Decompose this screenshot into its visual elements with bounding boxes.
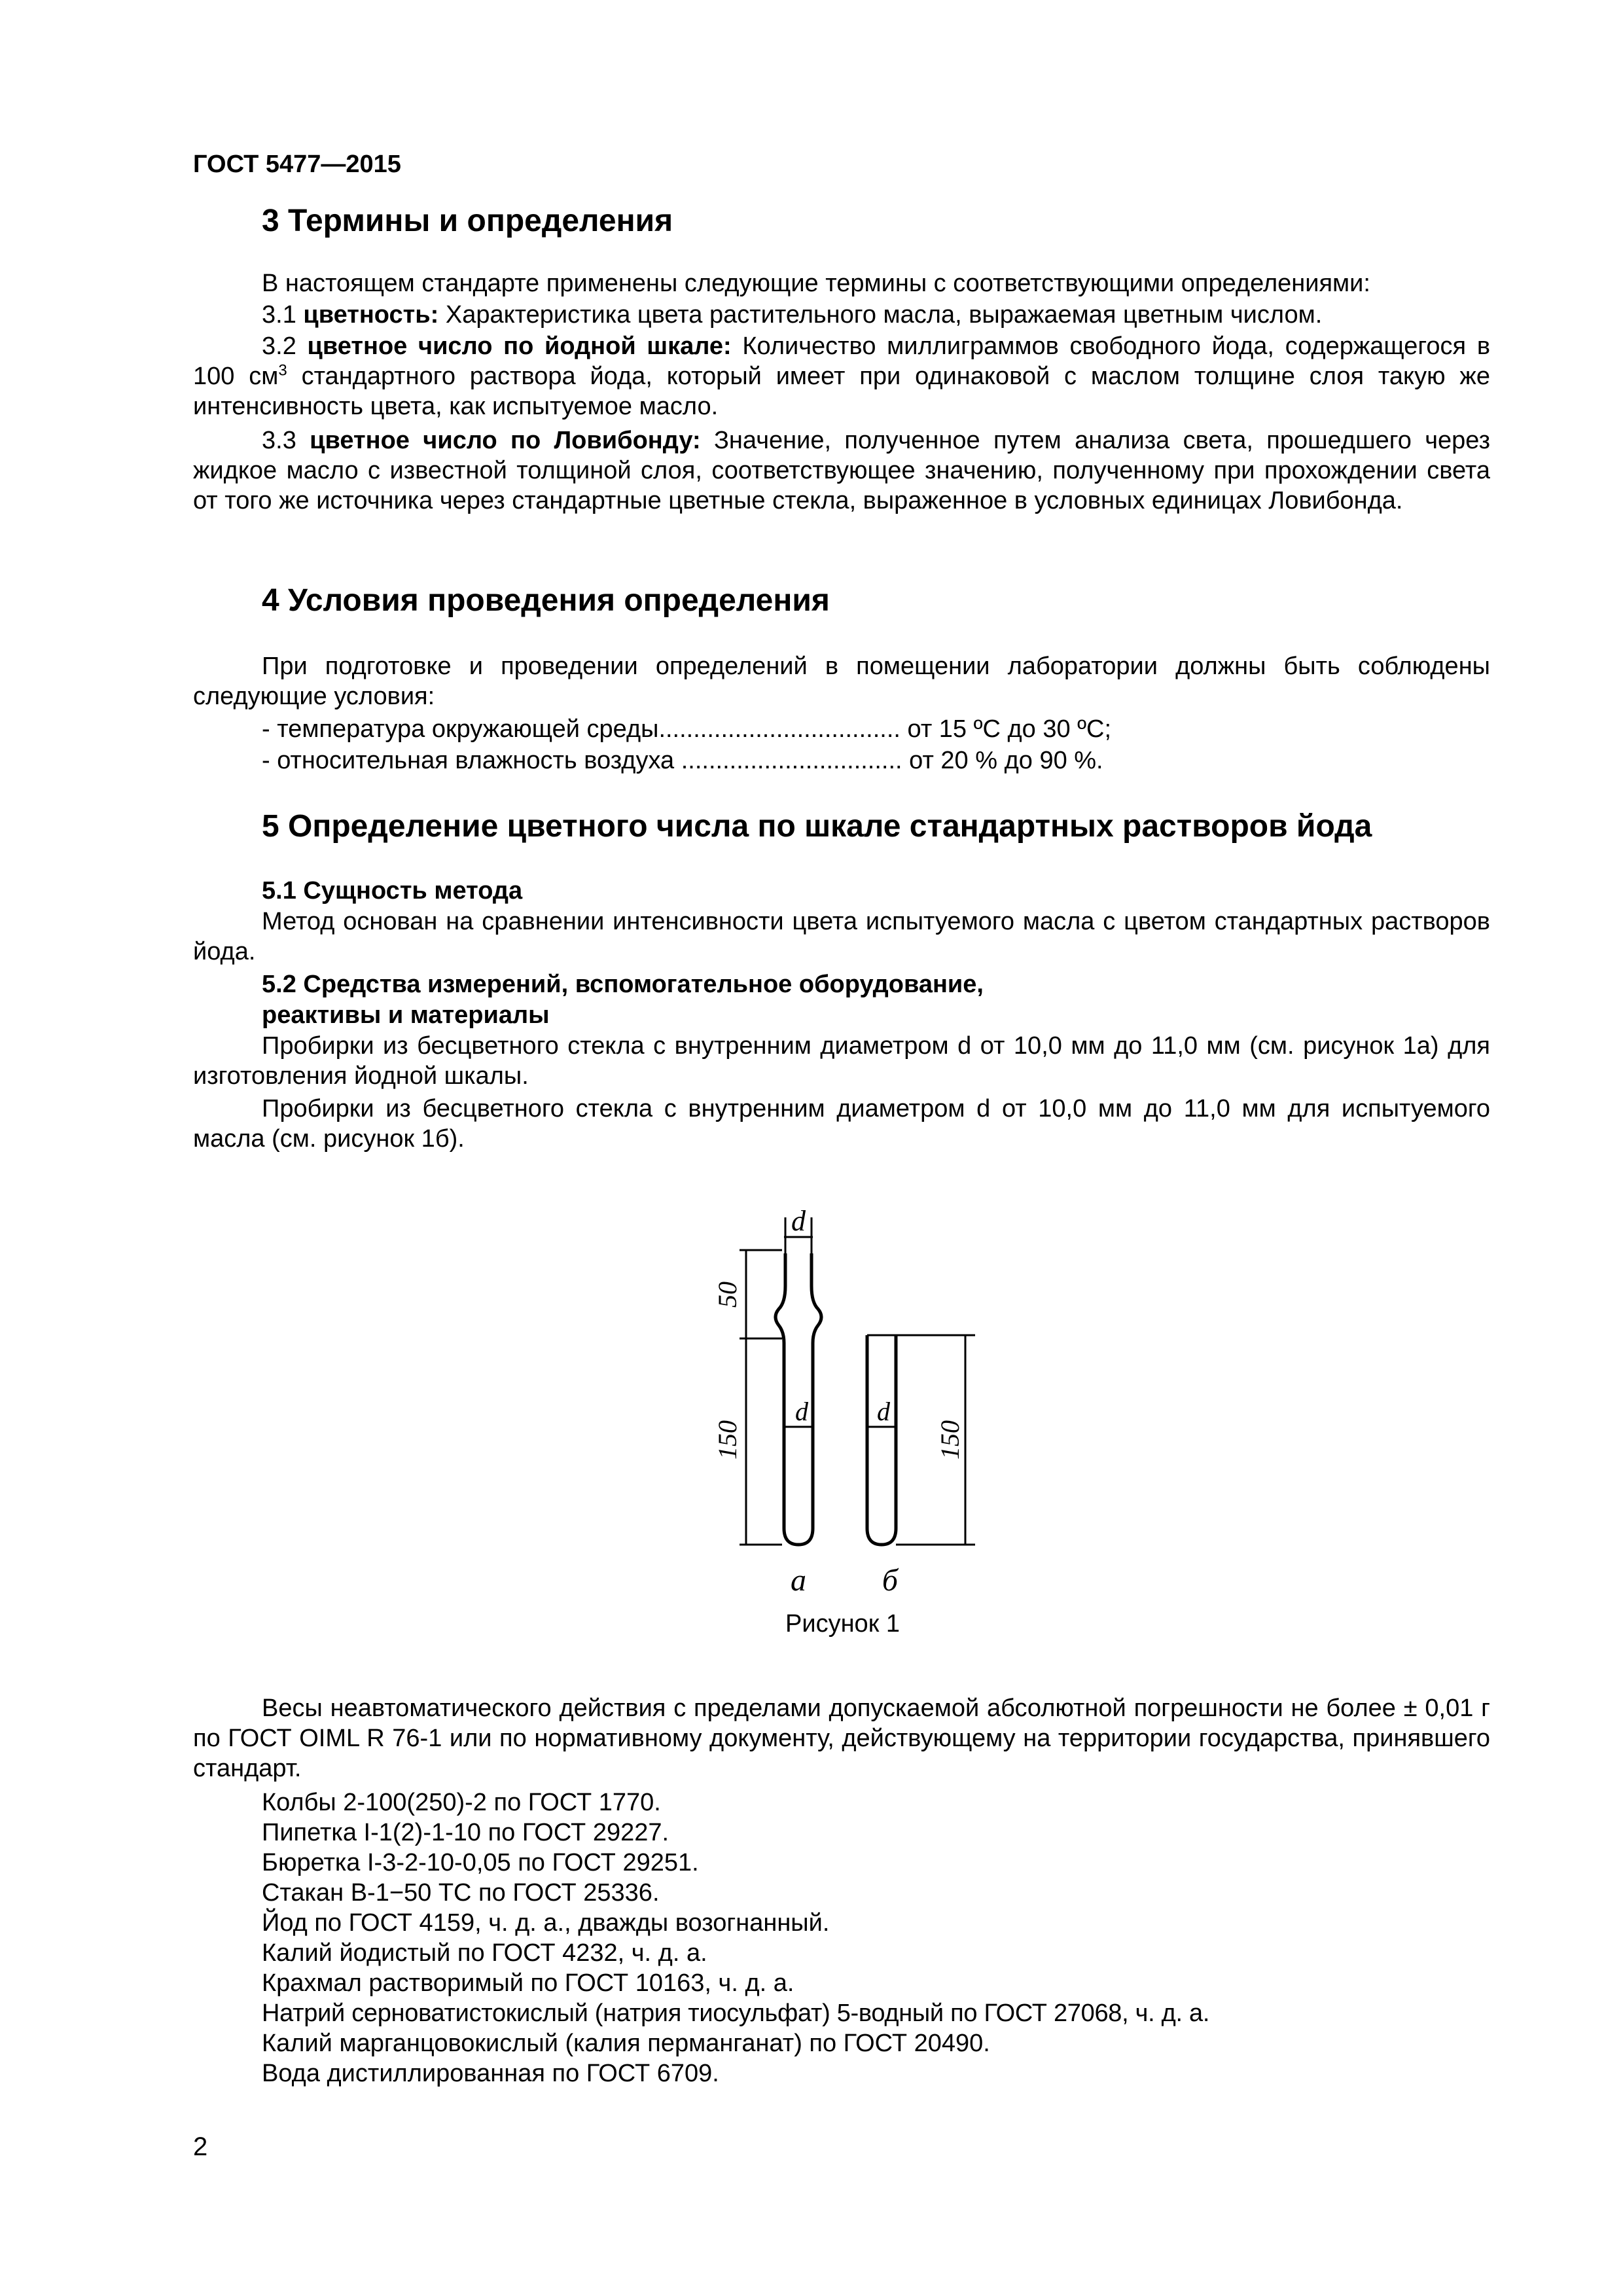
page-number: 2 <box>193 2132 208 2161</box>
section-4-intro: При подготовке и проведении определений в помещении лаборатории должны быть соблюдены следующие условия: <box>193 653 1490 710</box>
term-3-1: 3.1 цветность: Характеристика цвета растительного масла, выражаемая цветным числом. <box>262 301 1323 329</box>
list-item: Колбы 2-100(250)-2 по ГОСТ 1770. <box>262 1789 661 1816</box>
label-d-tube-b: d <box>877 1397 890 1426</box>
section-5-1-title: 5.1 Сущность метода <box>262 877 523 905</box>
section-5-1-text: Метод основан на сравнении интенсивности цвета испытуемого масла с цветом стандартных растворов йода. <box>193 908 1490 965</box>
section-5-2-title-line1: 5.2 Средства измерений, вспомогательное оборудование, <box>262 971 984 998</box>
list-item: Натрий серноватистокислый (натрия тиосульфат) 5-водный по ГОСТ 27068, ч. д. а. <box>262 2000 1210 2027</box>
condition-humidity: - относительная влажность воздуха ................................ от 20 % до 90 %. <box>262 747 1103 774</box>
tube-b-outline <box>867 1335 896 1545</box>
list-item: Вода дистиллированная по ГОСТ 6709. <box>262 2060 719 2087</box>
dim-label-150-b: 150 <box>935 1420 965 1460</box>
paragraph-tubes-oil: Пробирки из бесцветного стекла с внутренним диаметром d от 10,0 мм до 11,0 мм для испытуемого масла (см. рисунок 1б). <box>193 1095 1490 1153</box>
section-5-2-title-line2: реактивы и материалы <box>262 1001 550 1029</box>
list-item: Крахмал растворимый по ГОСТ 10163, ч. д. а. <box>262 1969 794 1997</box>
label-tube-b: б <box>882 1563 899 1598</box>
dim-label-150-a: 150 <box>713 1420 742 1460</box>
label-d-top: d <box>791 1205 806 1237</box>
list-item: Йод по ГОСТ 4159, ч. д. а., дважды возогнанный. <box>262 1909 830 1937</box>
list-item: Калий йодистый по ГОСТ 4232, ч. д. а. <box>262 1939 707 1967</box>
section-3-title: 3 Термины и определения <box>262 204 673 238</box>
figure-1-test-tubes <box>700 1172 988 1604</box>
section-3-intro: В настоящем стандарте применены следующие термины с соответствующими определениями: <box>262 270 1370 297</box>
section-5-title: 5 Определение цветного числа по шкале стандартных растворов йода <box>262 809 1372 844</box>
list-item: Калий марганцовокислый (калия перманганат) по ГОСТ 20490. <box>262 2030 990 2057</box>
condition-temperature: - температура окружающей среды................................... от 15 ºС до 30 ºС; <box>262 715 1112 743</box>
figure-caption: Рисунок 1 <box>785 1610 901 1638</box>
label-tube-a: а <box>791 1563 806 1598</box>
paragraph-tubes-scale: Пробирки из бесцветного стекла с внутренним диаметром d от 10,0 мм до 11,0 мм (см. рисунок 1а) для изготовления йодной шкалы. <box>193 1032 1490 1090</box>
term-3-2: 3.2 цветное число по йодной шкале: Количество миллиграммов свободного йода, содержащегося в 100 $см^3$ стандартного раствора йода, который имеет при одинаковой с маслом толщине слоя такую же интенсивность цвета, как испытуемое масло. <box>193 332 1491 420</box>
list-item: Бюретка I-3-2-10-0,05 по ГОСТ 29251. <box>262 1849 699 1876</box>
term-3-3: 3.3 цветное число по Ловибонду: Значение, полученное путем анализа света, прошедшего через жидкое масло с известной толщиной слоя, соответствующее значению, полученному при прохождении света от того же источника через стандартные цветные стекла, выраженное в условных единицах Ловибонда. <box>193 427 1491 514</box>
dim-label-50: 50 <box>713 1282 742 1308</box>
paragraph-scales: Весы неавтоматического действия с пределами допускаемой абсолютной погрешности не более ± 0,01 г по ГОСТ OIML R 76-1 или по нормативному документу, действующему на территории государства, принявшего стандарт. <box>193 1695 1490 1782</box>
document-header: ГОСТ 5477—2015 <box>193 151 401 178</box>
label-d-tube-a: d <box>795 1397 808 1426</box>
list-item: Стакан В-1−50 ТС по ГОСТ 25336. <box>262 1879 660 1907</box>
section-4-title: 4 Условия проведения определения <box>262 583 830 618</box>
list-item: Пипетка I-1(2)-1-10 по ГОСТ 29227. <box>262 1819 669 1846</box>
